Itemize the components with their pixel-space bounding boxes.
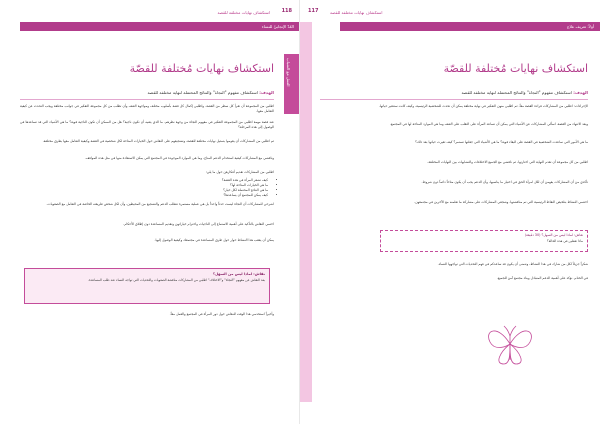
left-goal: [147, 90, 274, 95]
right-goal: [461, 90, 588, 95]
left-bar-label: العُدّ الإنجابيّ للنساء: [261, 24, 294, 29]
right-paragraph-1: الإجراءات: اطلبي من المشاركات قراءة القصة معاً، ثم اطلبي منهن التفكير في نهاية مختلفة يمكن أن تحدث للشخصية الرئيسية، وكيف كانت ستتغير حياتها.: [378, 104, 588, 108]
right-goal-label: الهدف:: [573, 90, 588, 95]
list-item: • ما هي النتائج المحتملة لكل خيار؟: [68, 188, 268, 193]
right-running-header: استكشاف نهايات مختلفة للقصة: [330, 10, 383, 15]
left-paragraph-1: اطلبي من المجموعة أن تقرأ كل سطر من القصة. واطلبي إكمال كل قصة بأسلوب مختلف ومواجهة العنف وأن تطلب من كل مجموعة التفكير في جوانب مختلفة ويجب التحدث عن كيفية التعامل معها.: [20, 104, 274, 114]
right-paragraph-3: ما هي الأمور التي ساعدت الشخصية في القصة على البقاء قوية؟ ما هي الأشياء التي جعلتها تستمر؟ كيف تغيرت حياتها بعد ذلك؟: [415, 140, 588, 144]
right-page: [300, 0, 600, 424]
list-item: • ما هي الخيارات المتاحة لها؟: [68, 183, 268, 188]
right-box-sub: ماذا تفعلين في هذه الحالة؟: [547, 239, 583, 243]
left-running-header: استكشاف نهايات مختلفة للقصة: [217, 10, 270, 15]
right-paragraph-6: اختتمي النشاط بتلخيص النقاط الرئيسية التي تم مناقشتها، وشجعي المشاركات على مشاركة ما تعلمنه مع الآخرين في مجتمعهن.: [414, 200, 588, 204]
left-side-tab: [284, 54, 300, 114]
list-item: • كيف تشعر المرأة في هذه القصة؟: [68, 178, 268, 183]
left-discussion-box: [24, 268, 270, 304]
right-paragraph-4: اطلبي من كل مجموعة أن تقدم النهاية التي اختارتها، ثم ناقشي مع الجميع الاختلافات والتشابهات بين النهايات المختلفة.: [427, 160, 588, 164]
right-side-strip: [300, 22, 312, 402]
left-paragraph-7: اختمي النقاش بالتأكيد على أهمية الاستماع إلى الناجيات واحترام خياراتهن وتقديم المساعدة دون إطلاق الأحكام.: [123, 222, 274, 226]
left-goal-text: استكشاف مفهوم "النجاة" والنتائج المحتملة لنهاية مختلفة للقصة: [147, 90, 258, 95]
right-page-number: 117: [308, 8, 319, 14]
left-box-text: بعد النقاش عن مفهوم "النجاة" و"الاختلاف" اطلبي من المشاركات مناقشة الصعوبات والتحديات التي تواجه النساء عند طلب المساعدة.: [88, 278, 265, 282]
left-page-number: 118: [281, 8, 292, 14]
left-goal-underline: [20, 99, 274, 100]
right-goal-underline: [320, 99, 588, 100]
left-page-title: استكشاف نهايات مُختلفة للقصّة: [129, 62, 274, 75]
left-paragraph-4: وناقشي مع المشاركات كيفية استخدام الدعم المتاح، وما هي الموارد الموجودة في المجتمع التي يمكن الاستفادة منها في مثل هذه المواقف.: [84, 156, 274, 160]
right-section-bar: [340, 22, 600, 31]
right-discussion-box: [380, 230, 588, 252]
left-paragraph-6: اشرحي للمشاركات أن النجاة ليست حدثاً واحداً بل هي عملية مستمرة تتطلب الدعم والتشجيع من المحيطين، وأن لكل شخص طريقته الخاصة في التعامل مع الصعوبات.: [46, 202, 274, 206]
left-paragraph-5: اطلبي من المشاركات تقديم أفكارهن حول ما يلي:: [205, 170, 274, 174]
left-box-title: نقاش: لماذا ليس من السهل؟: [212, 272, 265, 276]
right-closing-2: في الختام، نؤكد على أهمية الدعم المتبادل وبناء مجتمع آمن للجميع.: [496, 276, 588, 280]
right-box-title: نقاش: لماذا ليس من السهل؟ (30 دقيقة): [524, 233, 583, 237]
right-paragraph-5: تأكدي من أن المشاركات يفهمن أن لكل امرأة الحق في اختيار ما يناسبها، وأن الدعم يجب أن يكون متاحاً دائماً دون شروط.: [421, 180, 588, 184]
left-side-tab-label: العمل مع الشباب: [286, 58, 291, 87]
left-bullet-list: [68, 178, 274, 198]
right-bar-label: أولاً: تعريف علاج: [566, 24, 594, 29]
left-paragraph-2: عند قصة مهمة اطلبي من المجموعة التفكير في مفهوم النجاة من وجهة نظرهم. ما الذي يعنيه أن تكون ناجية؟ هل من الممكن أن تكون الناجية قوية؟ ما هي الأشياء التي قد تساعدها في الوصول إلى هذه المرحلة؟: [20, 120, 274, 130]
right-page-title: استكشاف نهايات مُختلفة للقصّة: [443, 62, 588, 75]
left-final-line: وأخيراً استخدمي هذا الوقت للنقاش حول دور المرأة في المجتمع والعمل معاً.: [169, 312, 274, 316]
list-item: • كيف يمكن للمجتمع أن يساعدها؟: [68, 193, 268, 198]
butterfly-illustration: [480, 316, 540, 372]
right-closing-1: شكراً جزيلاً لكل من شارك في هذا النشاط، ونتمنى أن يكون قد ساعدكم في فهم التحديات التي تواجهها النساء.: [437, 262, 588, 266]
right-goal-text: استكشاف مفهوم "النجاة" والنتائج المحتملة لنهاية مختلفة للقصة: [461, 90, 572, 95]
left-paragraph-8: يمكن أن يعقب هذا النشاط حوار حول طرق المساعدة في مجتمعك وكيفية الوصول إليها.: [154, 238, 274, 242]
right-paragraph-2: وبعد الانتهاء من القصة، اسألي المشاركات عن الأشياء التي يمكن أن تساعد المرأة على التغلب على العنف وما هي الموارد المتاحة لها في المجتمع.: [389, 122, 588, 126]
left-section-bar: [20, 22, 300, 31]
left-paragraph-3: ثم اطلبي من المشاركات أن يقوموا بتمثيل نهايات مختلفة للقصة، وتشجيعهم على النقاش حول الخيارات المتاحة لكل شخصية في القصة وكيفية التعامل معها بطرق مختلفة.: [42, 139, 274, 143]
left-goal-label: الهدف:: [259, 90, 274, 95]
